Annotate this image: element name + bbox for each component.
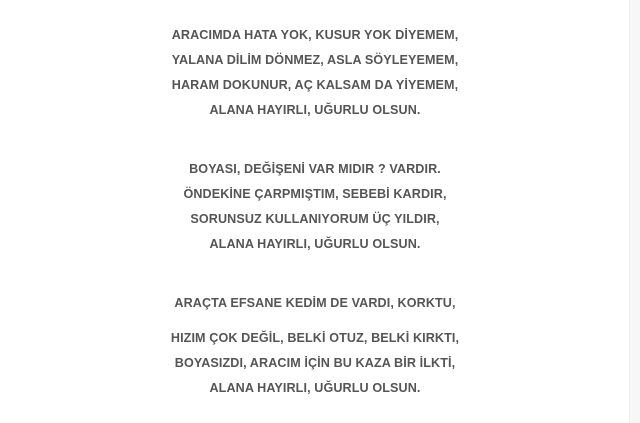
poem-line: ARACIMDA HATA YOK, KUSUR YOK DİYEMEM, xyxy=(171,28,459,42)
poem-line: ALANA HAYIRLI, UĞURLU OLSUN. xyxy=(209,237,421,251)
poem-line: ALANA HAYIRLI, UĞURLU OLSUN. xyxy=(209,103,421,117)
poem-line: BOYASI, DEĞİŞENİ VAR MIDIR ? VARDIR. xyxy=(189,162,441,176)
poem-line: BOYASIZDI, ARACIM İÇİN BU KAZA BİR İLKTİ, xyxy=(174,356,456,370)
poem-line: ÖNDEKİNE ÇARPMIŞTIM, SEBEBİ KARDIR, xyxy=(183,187,447,201)
poem-line: ARAÇTA EFSANE KEDİM DE VARDI, KORKTU, xyxy=(174,296,456,310)
poem-line: HARAM DOKUNUR, AÇ KALSAM DA YİYEMEM, xyxy=(171,78,459,92)
page-scroll-gutter xyxy=(629,0,640,423)
poem-line: HIZIM ÇOK DEĞİL, BELKİ OTUZ, BELKİ KIRKTI, xyxy=(170,331,460,345)
poem-line: ALANA HAYIRLI, UĞURLU OLSUN. xyxy=(209,381,421,395)
poem-line: SORUNSUZ KULLANIYORUM ÜÇ YILDIR, xyxy=(190,212,440,226)
poem-line: YALANA DİLİM DÖNMEZ, ASLA SÖYLEYEMEM, xyxy=(171,53,459,67)
